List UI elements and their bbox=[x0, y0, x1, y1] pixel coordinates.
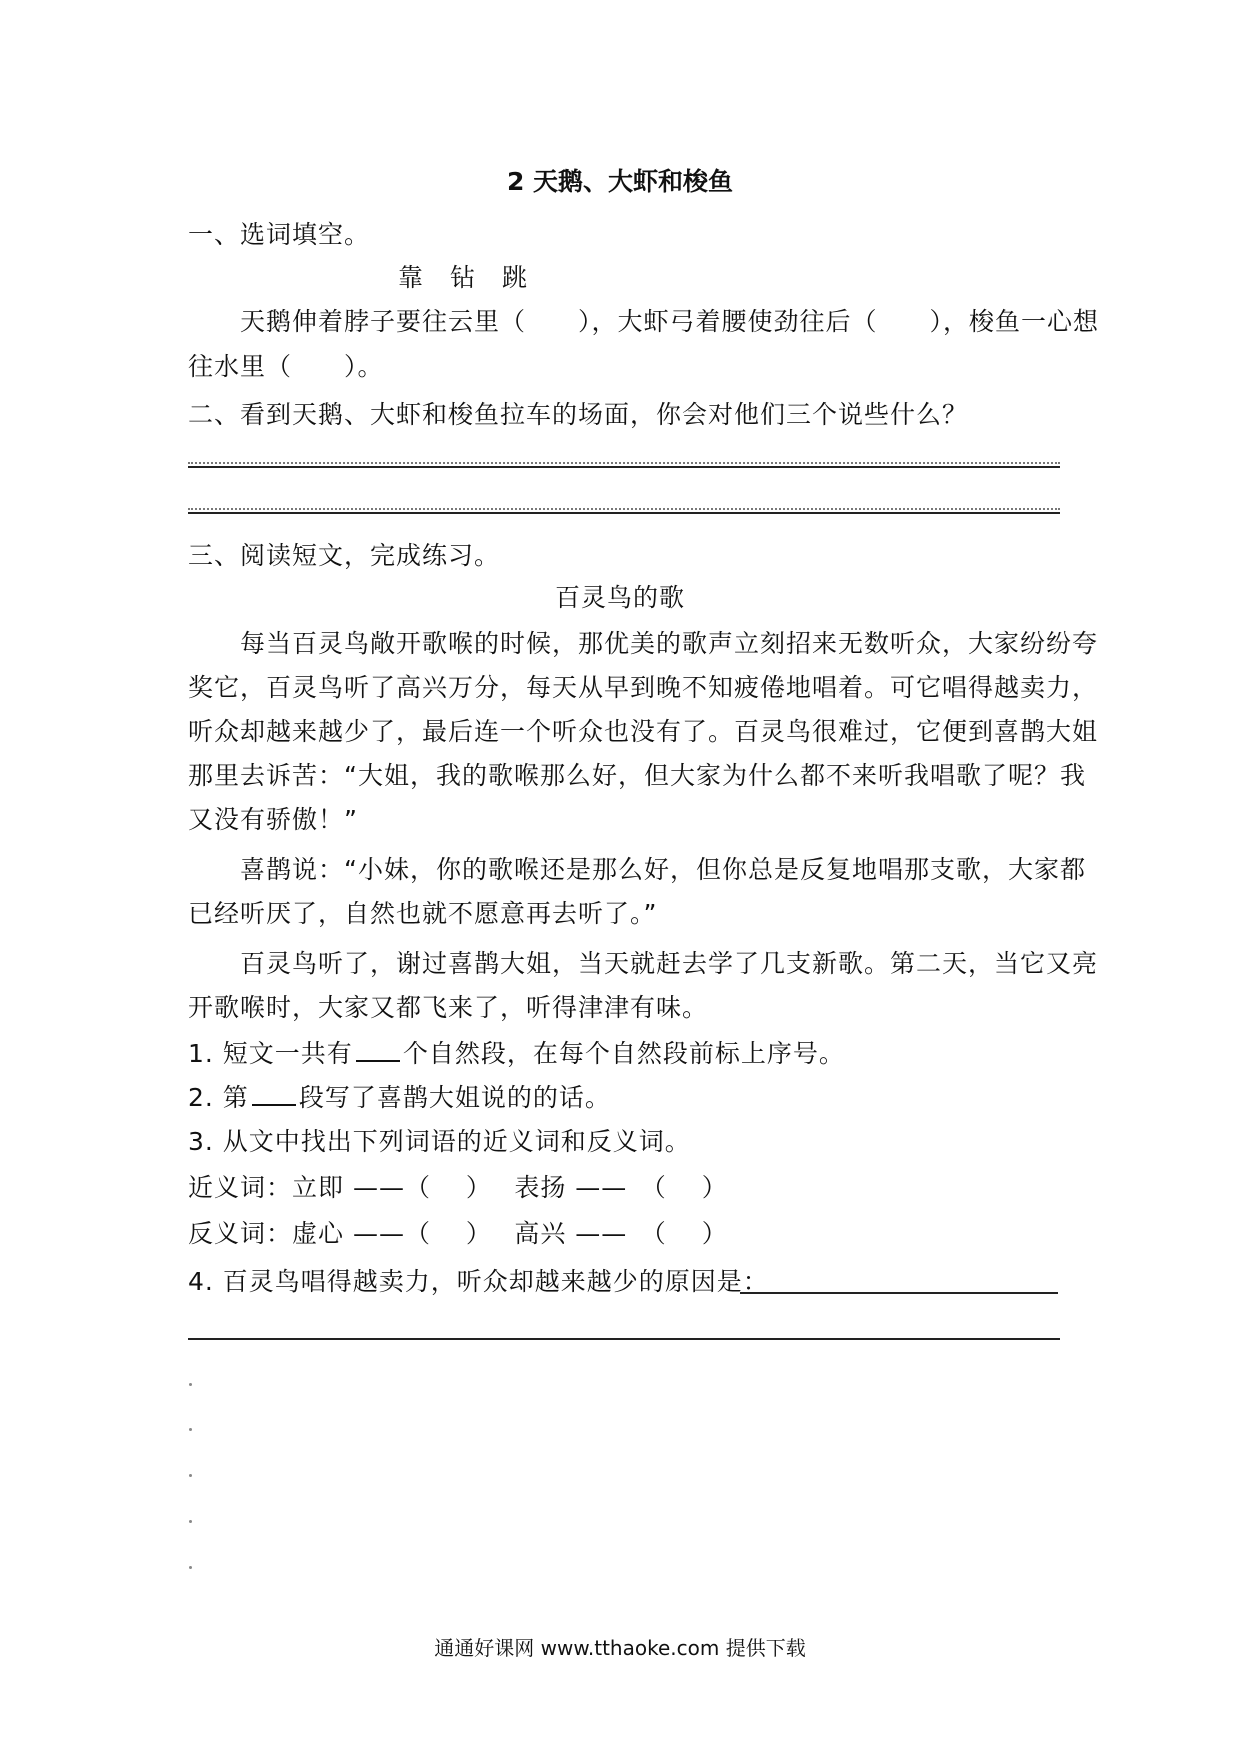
antonym-line: 反义词：虚心 ——（ ） 高兴 —— （ ） bbox=[188, 1219, 728, 1248]
answer-blank[interactable] bbox=[356, 1038, 400, 1062]
passage-line: 百灵鸟听了，谢过喜鹊大姐，当天就赶去学了几支新歌。第二天，当它又亮 bbox=[240, 949, 1099, 978]
section3-heading: 三、阅读短文，完成练习。 bbox=[188, 541, 501, 570]
scan-dot bbox=[189, 1566, 192, 1569]
passage-line: 又没有骄傲！” bbox=[188, 805, 358, 834]
passage-title: 百灵鸟的歌 bbox=[554, 583, 685, 612]
fill-sentence-line1: 天鹅伸着脖子要往云里（ ），大虾弓着腰使劲往后（ ），梭鱼一心想 bbox=[240, 307, 1100, 336]
answer-line[interactable] bbox=[740, 1292, 1058, 1294]
passage-line: 听众却越来越少了，最后连一个听众也没有了。百灵鸟很难过，它便到喜鹊大姐 bbox=[188, 717, 1099, 746]
word-choices: 靠 钻 跳 bbox=[398, 263, 529, 292]
section1-heading: 一、选词填空。 bbox=[188, 220, 371, 249]
question-3: 3. 从文中找出下列词语的近义词和反义词。 bbox=[188, 1127, 691, 1156]
passage-line: 已经听厌了，自然也就不愿意再去听了。” bbox=[188, 899, 658, 928]
question-2 bbox=[188, 1078, 611, 1114]
answer-dotted-line bbox=[188, 462, 1060, 464]
scan-dot bbox=[189, 1383, 192, 1386]
synonym-line: 近义词：立即 ——（ ） 表扬 —— （ ） bbox=[188, 1173, 728, 1202]
fill-sentence-line2: 往水里（ ）。 bbox=[188, 352, 384, 381]
footer-credit: 通通好课网 www.tthaoke.com 提供下载 bbox=[434, 1636, 806, 1660]
passage-line: 每当百灵鸟敞开歌喉的时候，那优美的歌声立刻招来无数听众，大家纷纷夸 bbox=[240, 629, 1099, 658]
scan-dot bbox=[189, 1520, 192, 1523]
passage-line: 奖它，百灵鸟听了高兴万分，每天从早到晚不知疲倦地唱着。可它唱得越卖力， bbox=[188, 673, 1099, 702]
scan-dot bbox=[189, 1474, 192, 1477]
answer-line bbox=[188, 512, 1060, 514]
answer-line[interactable] bbox=[188, 1338, 1060, 1340]
passage-line: 开歌喉时，大家又都飞来了，听得津津有味。 bbox=[188, 993, 709, 1022]
question-4: 4. 百灵鸟唱得越卖力，听众却越来越少的原因是： bbox=[188, 1267, 769, 1296]
section2-heading: 二、看到天鹅、大虾和梭鱼拉车的场面，你会对他们三个说些什么？ bbox=[188, 400, 969, 429]
question-1-text-b: 个自然段，在每个自然段前标上序号。 bbox=[402, 1039, 845, 1068]
answer-blank[interactable] bbox=[252, 1082, 296, 1106]
question-2-text-b: 段写了喜鹊大姐说的的话。 bbox=[298, 1083, 611, 1112]
answer-line bbox=[188, 466, 1060, 468]
passage-line: 那里去诉苦：“大姐，我的歌喉那么好，但大家为什么都不来听我唱歌了呢？我 bbox=[188, 761, 1086, 790]
page-title: 2 天鹅、大虾和梭鱼 bbox=[506, 167, 734, 196]
answer-dotted-line bbox=[188, 508, 1060, 510]
scan-dot bbox=[189, 1428, 192, 1431]
question-1 bbox=[188, 1034, 845, 1070]
question-2-text-a: 2. 第 bbox=[188, 1083, 249, 1112]
passage-line: 喜鹊说：“小妹，你的歌喉还是那么好，但你总是反复地唱那支歌，大家都 bbox=[240, 855, 1086, 884]
question-1-text-a: 1. 短文一共有 bbox=[188, 1039, 353, 1068]
